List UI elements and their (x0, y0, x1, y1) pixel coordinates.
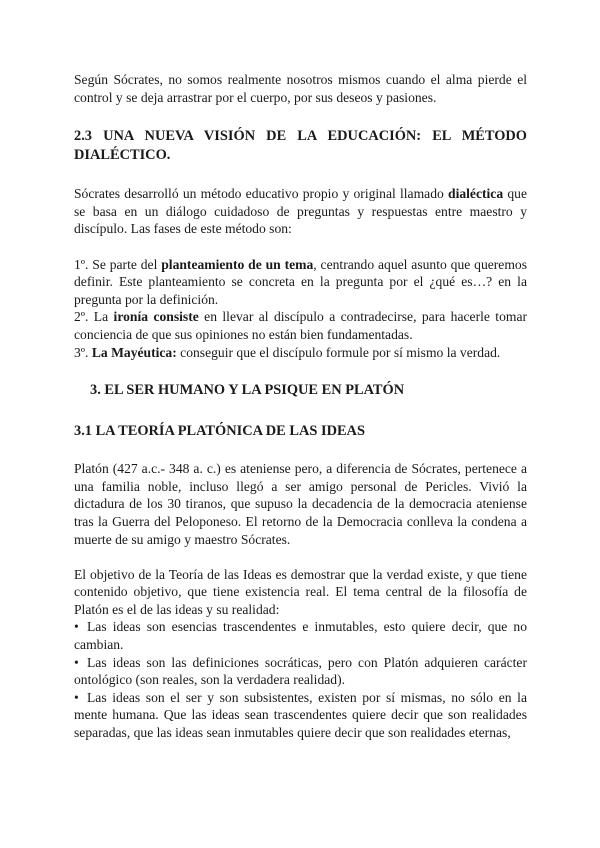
plato-bio-paragraph: Platón (427 a.c.- 348 a. c.) es ateniense pero, a diferencia de Sócrates, pertenece a una familia noble, incluso llegó a ser amigo personal de Pericles. Vivió la dictadura de los 30 tiranos, que supuso la decadencia de la democracia ateniense tras la Guerra del Peloponeso. El retorno de la Democracia conlleva la condena a muerte de su amigo y maestro Sócrates. (74, 461, 527, 547)
bold-term-dialectica: dialéctica (448, 186, 504, 202)
dialectic-paragraph (74, 185, 527, 238)
text-run: que se basa en un diálogo cuidadoso de preguntas y respuestas entre maestro y discípulo. Las fases de este método son: (74, 186, 527, 237)
bold-term-mayeutica: La Mayéutica: (91, 344, 177, 360)
theory-objective-paragraph: El objetivo de la Teoría de las Ideas es demostrar que la verdad existe, y que tiene contenido objetivo, que tiene existencia real. El tema central de la filosofía de Platón es el de las ideas y su realidad: (74, 566, 527, 617)
bullet-icon: • (74, 654, 79, 670)
text-run: conseguir que el discípulo formule por sí mismo la verdad. (176, 344, 501, 360)
text-run: 1º. Se parte del (74, 256, 162, 272)
text-run: en llevar al discípulo a contradecirse, para hacerle tomar conciencia de que sus opiniones no están bien fundamentadas. (74, 309, 528, 342)
section-heading-3-1: 3.1 LA TEORÍA PLATÓNICA DE LAS IDEAS (74, 422, 365, 439)
phase-3-paragraph (74, 344, 527, 362)
intro-paragraph: Según Sócrates, no somos realmente nosotros mismos cuando el alma pierde el control y se deja arrastrar por el cuerpo, por sus deseos y pasiones. (74, 72, 527, 105)
bullet-icon: • (74, 689, 79, 705)
bold-term-planteamiento: planteamiento de un tema (161, 256, 314, 272)
text-run: 2º. La (74, 309, 114, 325)
bullet-item (74, 689, 527, 742)
bold-term-ironia: ironía consiste (113, 309, 199, 325)
paragraph-spacer (74, 548, 527, 566)
paragraph-spacer (74, 238, 527, 256)
bullet-item (74, 618, 527, 653)
bullet-text: Las ideas son las definiciones socráticas, pero con Platón adquieren carácter ontológico (son reales, son la verdadera realidad). (74, 654, 527, 688)
phase-1-paragraph (74, 256, 527, 309)
bullet-item (74, 654, 527, 689)
bullet-text: Las ideas son esencias trascendentes e inmutables, esto quiere decir, que no cambian. (74, 619, 527, 653)
section-heading-3: 3. EL SER HUMANO Y LA PSIQUE EN PLATÓN (90, 382, 405, 399)
bullet-icon: • (74, 619, 79, 635)
text-run: 3º. (74, 344, 92, 360)
section-heading-2-3: 2.3 UNA NUEVA VISIÓN DE LA EDUCACIÓN: EL MÉTODO DIALÉCTICO. (74, 128, 527, 163)
text-run: , centrando aquel asunto que queremos definir. Este planteamiento se concreta en la pregunta por el ¿qué es…? en la pregunta por la definición. (74, 256, 528, 307)
text-run: Sócrates desarrolló un método educativo propio y original llamado (74, 186, 449, 202)
phase-2-paragraph (74, 308, 527, 343)
bullet-text: Las ideas son el ser y son subsistentes, existen por sí mismas, no sólo en la mente humana. Que las ideas sean trascendentes quiere decir que son realidades separadas, que las ideas sean inmutables quiere decir que son realidades eternas, (74, 689, 527, 741)
